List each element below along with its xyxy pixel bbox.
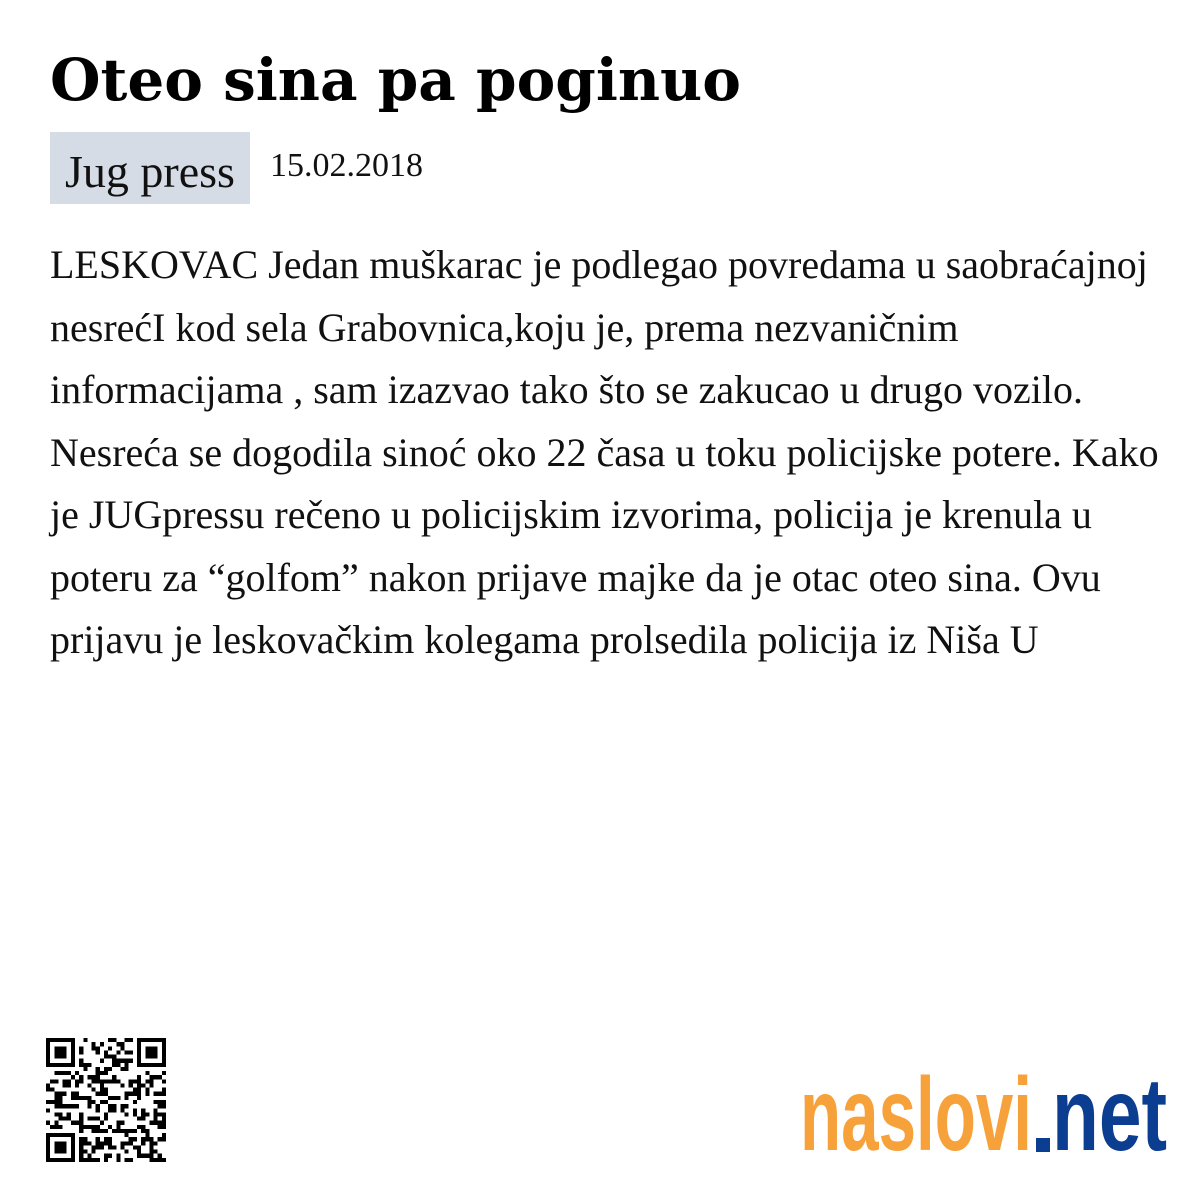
logo-graphic bbox=[800, 1058, 1172, 1168]
article-meta bbox=[50, 132, 423, 204]
logo-name: naslovi bbox=[800, 1058, 1032, 1168]
logo-dot-icon bbox=[1036, 1138, 1050, 1152]
qr-code-icon bbox=[46, 1038, 166, 1162]
qr-code-graphic bbox=[46, 1038, 166, 1162]
logo-tld: net bbox=[1052, 1058, 1167, 1168]
article-title: Oteo sina pa poginuo bbox=[50, 46, 741, 114]
article-body: LESKOVAC Jedan muškarac je podlegao povredama u saobraćajnoj nesrećI kod sela Grabovnica,koju je, prema nezvaničnim informacijama , sam izazvao tako što se zakucao u drugo vozilo. Nesreća se dogodila sinoć oko 22 časa u toku policijske potere. Kako je JUGpressu rečeno u policijskim izvorima, policija je krenula u poteru za “golfom” nakon prijave majke da je otac oteo sina. Ovu prijavu je leskovačkim kolegama prolsedila policija iz Niša U bbox=[50, 242, 1159, 662]
publish-date: 15.02.2018 bbox=[269, 147, 423, 184]
naslovi-net-logo bbox=[800, 1058, 1172, 1168]
source-badge: Jug press bbox=[50, 132, 250, 204]
